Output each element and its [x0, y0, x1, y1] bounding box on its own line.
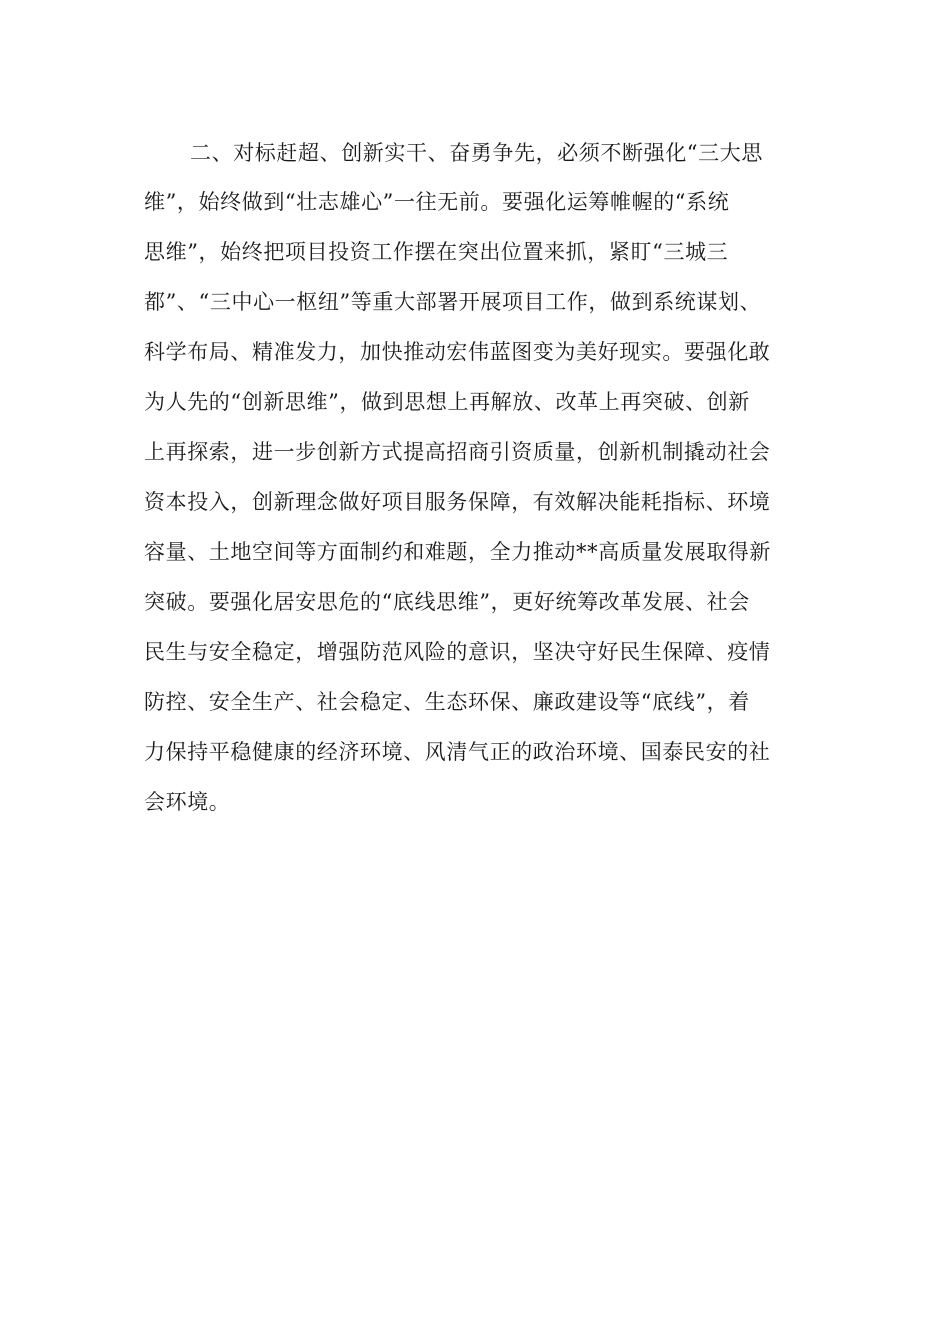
paragraph-line: 思维”，始终把项目投资工作摆在突出位置来抓，紧盯“三城三	[144, 240, 729, 264]
paragraph-line: 民生与安全稳定，增强防范风险的意识，坚决守好民生保障、疫情	[144, 640, 771, 664]
paragraph-line: 突破。要强化居安思危的“底线思维”，更好统筹改革发展、社会	[144, 590, 750, 614]
paragraph-line: 科学布局、精准发力，加快推动宏伟蓝图变为美好现实。要强化敢	[144, 340, 771, 364]
paragraph-line: 维”，始终做到“壮志雄心”一往无前。要强化运筹帷幄的“系统	[144, 190, 730, 214]
paragraph-line: 力保持平稳健康的经济环境、风清气正的政治环境、国泰民安的社	[144, 740, 771, 764]
paragraph-line: 防控、安全生产、社会稳定、生态环保、廉政建设等“底线”，着	[144, 690, 750, 714]
paragraph-line: 资本投入，创新理念做好项目服务保障，有效解决能耗指标、环境	[144, 490, 771, 514]
paragraph-line: 上再探索，进一步创新方式提高招商引资质量，创新机制撬动社会	[144, 440, 771, 464]
paragraph-line: 会环境。	[144, 790, 231, 814]
paragraph-line: 二、对标赶超、创新实干、奋勇争先，必须不断强化“三大思	[190, 141, 763, 165]
paragraph-line: 都”、“三中心一枢纽”等重大部署开展项目工作，做到系统谋划、	[144, 290, 762, 314]
paragraph-line: 为人先的“创新思维”，做到思想上再解放、改革上再突破、创新	[144, 390, 750, 414]
paragraph-line: 容量、土地空间等方面制约和难题，全力推动**高质量发展取得新	[144, 540, 771, 564]
